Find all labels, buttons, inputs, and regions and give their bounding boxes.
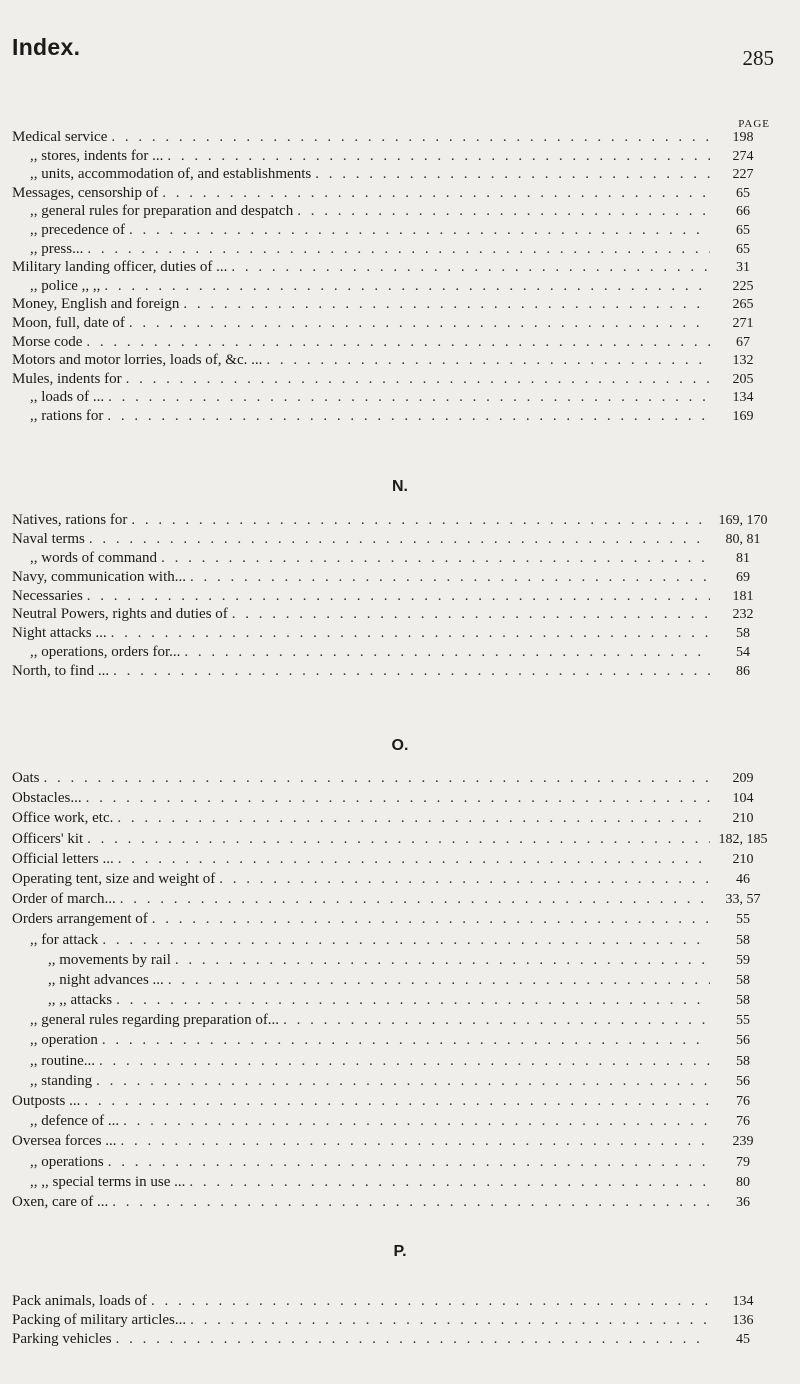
- index-entry: [12, 165, 772, 184]
- entry-label: Officers' kit: [12, 830, 84, 847]
- index-entry: [12, 295, 772, 314]
- index-entry: [12, 202, 772, 221]
- entry-page-number: 210: [732, 811, 754, 827]
- index-entry: [12, 990, 772, 1010]
- dot-leader: [190, 1311, 710, 1330]
- index-entry: [12, 1010, 772, 1030]
- entry-label: ,, loads of ...: [30, 389, 105, 406]
- entry-label: ,, operation: [30, 1032, 98, 1049]
- section-p-entries: [12, 1292, 772, 1349]
- index-entry: [12, 788, 772, 808]
- index-entry: [12, 1330, 772, 1349]
- entry-label: Orders arrangement of: [12, 911, 148, 928]
- entry-page-number: 169: [732, 408, 754, 424]
- dot-leader: [107, 407, 710, 426]
- dot-leader: [283, 1010, 710, 1030]
- index-entry: [12, 184, 772, 203]
- index-entry: [12, 1030, 772, 1050]
- index-entry: [12, 587, 772, 606]
- entry-label: Pack animals, loads of: [12, 1293, 147, 1309]
- entry-page-number: 36: [736, 1194, 750, 1210]
- section-o-entries: [12, 768, 772, 1212]
- entry-label: Office work, etc.: [12, 810, 114, 827]
- dot-leader: [162, 184, 710, 203]
- dot-leader: [112, 1192, 710, 1212]
- entry-page-number: 132: [732, 353, 754, 369]
- entry-label: Necessaries: [12, 587, 83, 604]
- dot-leader: [84, 1091, 710, 1111]
- entry-label: Navy, communication with...: [12, 568, 186, 585]
- dot-leader: [89, 530, 710, 549]
- index-entry: [12, 829, 772, 849]
- dot-leader: [175, 950, 710, 970]
- entry-label: Oversea forces ...: [12, 1133, 117, 1150]
- entry-label: North, to find ...: [12, 663, 110, 680]
- entry-label: Parking vehicles: [12, 1331, 112, 1347]
- dot-leader: [315, 165, 710, 184]
- entry-label: Moon, full, date of: [12, 314, 125, 331]
- entry-label: Oxen, care of ...: [12, 1193, 109, 1210]
- entry-label: ,, ,, special terms in use ...: [30, 1173, 186, 1190]
- section-letter-n: N.: [392, 478, 408, 495]
- index-entry: [12, 568, 772, 587]
- entry-page-number: 79: [736, 1154, 750, 1170]
- entry-page-number: 225: [732, 278, 754, 294]
- dot-leader: [86, 788, 710, 808]
- entry-label: Operating tent, size and weight of: [12, 870, 216, 887]
- dot-leader: [189, 1172, 710, 1192]
- entry-label: Mules, indents for: [12, 370, 122, 387]
- entry-label: ,, ,, attacks: [48, 992, 113, 1009]
- index-entry: [12, 768, 772, 788]
- index-entry: [12, 1152, 772, 1172]
- entry-label: ,, units, accommodation of, and establishments: [30, 166, 312, 183]
- dot-leader: [184, 643, 710, 662]
- dot-leader: [111, 624, 710, 643]
- index-entry: [12, 1111, 772, 1131]
- dot-leader: [167, 147, 710, 166]
- dot-leader: [297, 202, 710, 221]
- entry-page-number: 65: [736, 241, 750, 257]
- index-entry: [12, 1091, 772, 1111]
- entry-page-number: 86: [736, 664, 750, 680]
- index-entry: [12, 277, 772, 296]
- dot-leader: [87, 240, 710, 259]
- section-letter-o: O.: [391, 737, 409, 754]
- entry-page-number: 239: [732, 1134, 754, 1150]
- dot-leader: [151, 1292, 710, 1311]
- index-entry: [12, 970, 772, 990]
- entry-page-number: 182, 185: [718, 831, 768, 847]
- entry-page-number: 134: [732, 1294, 754, 1309]
- entry-label: ,, defence of ...: [30, 1113, 120, 1130]
- dot-leader: [86, 333, 710, 352]
- entry-page-number: 58: [736, 626, 750, 642]
- index-entry: [12, 221, 772, 240]
- entry-label: Motors and motor lorries, loads of, &c. ...: [12, 352, 263, 369]
- entry-page-number: 265: [732, 297, 754, 313]
- dot-leader: [87, 829, 710, 849]
- index-entry: [12, 849, 772, 869]
- index-entry: [12, 1051, 772, 1071]
- entry-page-number: 45: [736, 1332, 750, 1347]
- index-entry: [12, 909, 772, 929]
- entry-page-number: 227: [732, 167, 754, 183]
- entry-page-number: 136: [732, 1313, 754, 1328]
- index-entry: [12, 624, 772, 643]
- dot-leader: [120, 889, 710, 909]
- dot-leader: [266, 351, 710, 370]
- entry-page-number: 210: [732, 851, 754, 867]
- index-entry: [12, 1292, 772, 1311]
- entry-label: ,, movements by rail: [48, 951, 171, 968]
- dot-leader: [96, 1071, 710, 1091]
- index-entry: [12, 530, 772, 549]
- entry-page-number: 104: [732, 791, 754, 807]
- dot-leader: [129, 314, 710, 333]
- entry-page-number: 271: [732, 315, 754, 331]
- dot-leader: [161, 549, 710, 568]
- dot-leader: [121, 1131, 710, 1151]
- dot-leader: [183, 295, 710, 314]
- entry-label: ,, police ,, ,,: [30, 277, 101, 294]
- entry-label: ,, press...: [30, 240, 84, 257]
- dot-leader: [116, 990, 710, 1010]
- entry-label: Night attacks ...: [12, 625, 107, 642]
- entry-label: Military landing officer, duties of ...: [12, 259, 228, 276]
- dot-leader: [102, 1030, 710, 1050]
- entry-page-number: 134: [732, 390, 754, 406]
- entry-page-number: 31: [736, 260, 750, 276]
- entry-page-number: 55: [736, 912, 750, 928]
- index-entry: [12, 351, 772, 370]
- index-entry: [12, 370, 772, 389]
- entry-page-number: 76: [736, 1094, 750, 1109]
- entry-label: ,, general rules for preparation and despatch: [30, 203, 294, 220]
- index-entry: [12, 930, 772, 950]
- index-entry: [12, 1071, 772, 1091]
- entry-page-number: 205: [732, 371, 754, 387]
- entry-page-number: 58: [736, 972, 750, 988]
- entry-page-number: 80, 81: [725, 531, 761, 547]
- dot-leader: [118, 849, 710, 869]
- index-entry: [12, 549, 772, 568]
- dot-leader: [102, 930, 710, 950]
- running-title: Index.: [12, 34, 81, 60]
- entry-label: Naval terms: [12, 530, 85, 547]
- dot-leader: [190, 568, 710, 587]
- page-number: 285: [742, 46, 774, 70]
- entry-label: Outposts ...: [12, 1093, 81, 1109]
- entry-page-number: 209: [732, 771, 754, 786]
- dot-leader: [129, 221, 710, 240]
- dot-leader: [168, 970, 710, 990]
- index-entry: [12, 662, 772, 681]
- entry-label: Order of march...: [12, 891, 116, 908]
- index-entry: [12, 128, 772, 147]
- entry-label: Oats: [12, 770, 40, 786]
- index-entry: [12, 388, 772, 407]
- index-entry: [12, 950, 772, 970]
- entry-page-number: 169, 170: [718, 513, 768, 528]
- entry-label: ,, precedence of: [30, 221, 125, 238]
- index-entry: [12, 314, 772, 333]
- index-entry: [12, 258, 772, 277]
- entry-label: Messages, censorship of: [12, 184, 159, 201]
- entry-page-number: 58: [736, 932, 750, 948]
- entry-page-number: 54: [736, 645, 750, 661]
- section-n-entries: [12, 511, 772, 681]
- entry-page-number: 274: [732, 148, 754, 164]
- entry-page-number: 66: [736, 204, 750, 220]
- entry-label: ,, routine...: [30, 1052, 95, 1069]
- dot-leader: [113, 662, 710, 681]
- entry-page-number: 65: [736, 222, 750, 238]
- dot-leader: [116, 1330, 710, 1349]
- entry-page-number: 76: [736, 1114, 750, 1130]
- entry-page-number: 33, 57: [725, 892, 761, 908]
- entry-page-number: 56: [736, 1033, 750, 1049]
- entry-label: Money, English and foreign: [12, 296, 180, 313]
- page-column-label: PAGE: [738, 118, 770, 130]
- index-entry: [12, 1311, 772, 1330]
- entry-page-number: 81: [736, 550, 750, 566]
- index-entry: [12, 1172, 772, 1192]
- dot-leader: [152, 909, 710, 929]
- entry-page-number: 55: [736, 1013, 750, 1029]
- entry-label: Neutral Powers, rights and duties of: [12, 606, 228, 623]
- index-entry: [12, 869, 772, 889]
- dot-leader: [99, 1051, 710, 1071]
- dot-leader: [87, 587, 710, 606]
- section-letter-p: P.: [393, 1243, 407, 1260]
- entry-page-number: 59: [736, 952, 750, 968]
- dot-leader: [108, 388, 710, 407]
- index-entry: [12, 1131, 772, 1151]
- index-entry: [12, 240, 772, 259]
- index-entry: [12, 333, 772, 352]
- entry-page-number: 232: [732, 607, 754, 623]
- dot-leader: [131, 511, 710, 530]
- dot-leader: [123, 1111, 710, 1131]
- dot-leader: [108, 1152, 710, 1172]
- entry-page-number: 181: [732, 588, 754, 604]
- dot-leader: [126, 370, 710, 389]
- entry-label: ,, general rules regarding preparation of...: [30, 1012, 280, 1029]
- entry-label: ,, words of command: [30, 549, 158, 566]
- entry-page-number: 58: [736, 993, 750, 1009]
- index-entry: [12, 407, 772, 426]
- entry-label: ,, operations, orders for...: [30, 644, 181, 661]
- entry-label: Medical service: [12, 129, 108, 145]
- entry-page-number: 80: [736, 1174, 750, 1190]
- dot-leader: [104, 277, 710, 296]
- dot-leader: [231, 258, 710, 277]
- entry-page-number: 56: [736, 1073, 750, 1089]
- dot-leader: [117, 808, 710, 828]
- index-entry: [12, 643, 772, 662]
- dot-leader: [232, 605, 710, 624]
- entry-label: Packing of military articles...: [12, 1312, 187, 1328]
- entry-label: ,, stores, indents for ...: [30, 147, 164, 164]
- index-entry: [12, 147, 772, 166]
- index-entry: [12, 808, 772, 828]
- dot-leader: [219, 869, 710, 889]
- entry-label: Morse code: [12, 333, 83, 350]
- index-entry: [12, 1192, 772, 1212]
- entry-page-number: 46: [736, 871, 750, 887]
- entry-label: ,, for attack: [30, 931, 99, 948]
- section-m-entries: [12, 128, 772, 426]
- entry-label: ,, night advances ...: [48, 971, 164, 988]
- entry-label: ,, standing: [30, 1072, 93, 1089]
- index-entry: [12, 889, 772, 909]
- entry-page-number: 67: [736, 334, 750, 350]
- entry-page-number: 58: [736, 1053, 750, 1069]
- index-entry: [12, 511, 772, 530]
- dot-leader: [44, 768, 711, 788]
- entry-label: Natives, rations for: [12, 512, 128, 528]
- entry-label: Official letters ...: [12, 850, 114, 867]
- entry-label: Obstacles...: [12, 790, 82, 807]
- entry-page-number: 198: [732, 130, 754, 145]
- entry-label: ,, rations for: [30, 407, 104, 424]
- dot-leader: [111, 128, 710, 147]
- entry-label: ,, operations: [30, 1153, 104, 1170]
- entry-page-number: 65: [736, 185, 750, 201]
- entry-page-number: 69: [736, 569, 750, 585]
- index-entry: [12, 605, 772, 624]
